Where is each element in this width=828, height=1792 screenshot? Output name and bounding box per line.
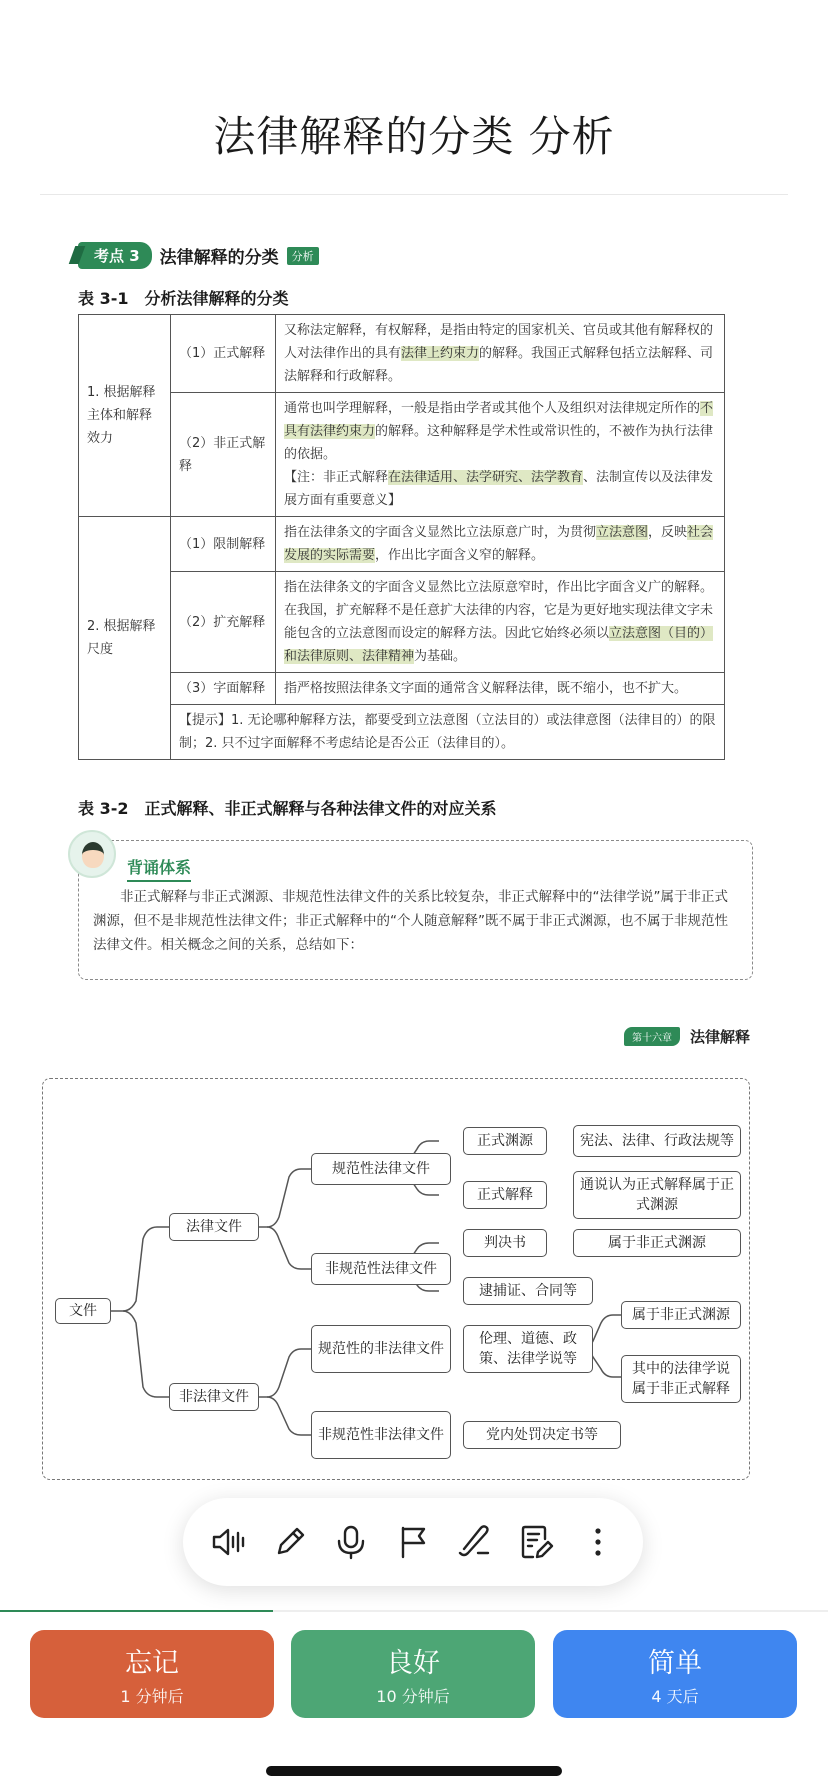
highlight-text: 立法意图 [596, 525, 649, 540]
group2-cell: 2. 根据解释尺度 [79, 517, 171, 760]
desc-text: 为基础。 [414, 649, 467, 664]
desc-text: 通常也叫学理解释，一般是指由学者或其他个人及组织对法律规定所作的 [284, 401, 701, 416]
review-progress-bar [0, 1610, 828, 1612]
node-party-decision: 党内处罚决定书等 [463, 1421, 621, 1449]
table-row [79, 315, 725, 393]
kaodian-badge: 考点 3 [78, 242, 152, 269]
node-belongs-informal: 属于非正式渊源 [621, 1301, 741, 1329]
pencil-icon[interactable] [267, 1519, 313, 1565]
type-cell: （2）非正式解释 [171, 393, 276, 517]
node-normative-legal: 规范性法律文件 [311, 1153, 451, 1185]
desc-text: ，作出比字面含义窄的解释。 [375, 548, 545, 563]
easy-interval: 4 天后 [651, 1687, 699, 1706]
review-progress-fill [0, 1610, 273, 1612]
node-doctrine-informal: 其中的法律学说属于非正式解释 [621, 1355, 741, 1403]
kaodian-title: 法律解释的分类 [159, 248, 279, 268]
forget-button[interactable] [30, 1630, 274, 1718]
node-formal-source: 正式渊源 [463, 1127, 547, 1155]
desc-text: 又称法定解释，有权解释，是指由特定的国家机关、官员或其他有解释权的人对法律作出的具有 [284, 323, 714, 361]
forget-label: 忘记 [125, 1648, 179, 1679]
table-row [79, 572, 725, 673]
table-row [79, 705, 725, 760]
note-text: 、法制宣传以及法律发展方面有重要意义】 [284, 470, 714, 508]
node-arrest-contract: 逮捕证、合同等 [463, 1277, 593, 1305]
table-row [79, 393, 725, 517]
teacher-avatar-icon [68, 830, 116, 878]
type-cell: （3）字面解释 [171, 673, 276, 705]
chapter-title: 法律解释 [689, 1028, 750, 1046]
note-text: 【注：非正式解释 [284, 470, 389, 485]
good-interval: 10 分钟后 [376, 1687, 450, 1706]
brush-icon[interactable] [452, 1519, 498, 1565]
more-icon[interactable] [575, 1519, 621, 1565]
title-divider [40, 194, 788, 195]
page-title: 法律解释的分类 分析 [213, 112, 615, 161]
speaker-icon[interactable] [205, 1519, 251, 1565]
annotation-toolbar [183, 1498, 643, 1586]
node-legal-docs: 法律文件 [169, 1213, 259, 1241]
node-judgment: 判决书 [463, 1229, 547, 1257]
document-image [0, 230, 828, 1490]
hint-cell: 【提示】1. 无论哪种解释方法，都要受到立法意图（立法目的）或法律意图（法律目的）的限制；2. 只不过字面解释不考虑结论是否公正（法律目的）。 [171, 705, 725, 760]
highlight-text: 不具有法律约束力 [284, 401, 714, 439]
desc-cell [276, 393, 725, 517]
highlight-text: 法律上约束力 [401, 346, 480, 361]
desc-text: 指在法律条文的字面含义显然比立法原意窄时，作出比字面含义广的解释。在我国，扩充解释不是任意扩大法律的内容，它是为更好地实现法律文字未能包含的立法意图而设定的解释方法。因此它始终必须以 [284, 580, 714, 641]
edit-note-icon[interactable] [513, 1519, 559, 1565]
memo-box [78, 840, 753, 980]
desc-cell: 指严格按照法律条文字面的通常含义解释法律，既不缩小，也不扩大。 [276, 673, 725, 705]
desc-cell [276, 315, 725, 393]
node-belongs-informal: 属于非正式渊源 [573, 1229, 741, 1257]
memo-body: 非正式解释与非正式渊源、非规范性法律文件的关系比较复杂，非正式解释中的“法律学说”属于非正式渊源，但不是非规范性法律文件；非正式解释中的“个人随意解释”既不属于非正式渊源，也不属于非规范性法律文件。相关概念之间的关系，总结如下： [93, 889, 728, 953]
easy-label: 简单 [648, 1648, 702, 1679]
group1-cell: 1. 根据解释主体和解释效力 [79, 315, 171, 517]
table2-caption: 表 3-2 正式解释、非正式解释与各种法律文件的对应关系 [78, 799, 497, 818]
microphone-icon[interactable] [328, 1519, 374, 1565]
highlight-text: 社会发展的实际需要 [284, 525, 714, 563]
kaodian-header [78, 242, 319, 269]
home-indicator[interactable] [266, 1766, 562, 1776]
table-row [79, 673, 725, 705]
node-formal-interp: 正式解释 [463, 1181, 547, 1209]
type-cell: （1）正式解释 [171, 315, 276, 393]
node-normative-non-legal: 规范性的非法律文件 [311, 1325, 451, 1373]
table1-caption: 表 3-1 分析法律解释的分类 [78, 289, 289, 308]
table-row [79, 517, 725, 572]
node-root: 文件 [55, 1298, 111, 1324]
desc-text: 的解释。我国正式解释包括立法解释、司法解释和行政解释。 [284, 346, 714, 384]
good-label: 良好 [386, 1648, 440, 1679]
desc-text: 指在法律条文的字面含义显然比立法原意广时，为贯彻 [284, 525, 597, 540]
node-ethics: 伦理、道德、政策、法律学说等 [463, 1325, 593, 1373]
type-cell: （1）限制解释 [171, 517, 276, 572]
chapter-badge: 第十六章 [624, 1027, 680, 1046]
flag-icon[interactable] [390, 1519, 436, 1565]
highlight-text: 立法意图（目的）和法律原则、法律精神 [284, 626, 714, 664]
highlight-text: 在法律适用、法学研究、法学教育 [388, 470, 584, 485]
desc-text: 的解释。这种解释是学术性或常识性的，不被作为执行法律的依据。 [284, 424, 714, 462]
type-cell: （2）扩充解释 [171, 572, 276, 673]
good-button[interactable] [291, 1630, 535, 1718]
node-constitution: 宪法、法律、行政法规等 [573, 1125, 741, 1157]
desc-text: ，反映 [648, 525, 688, 540]
desc-cell [276, 572, 725, 673]
easy-button[interactable] [553, 1630, 797, 1718]
forget-interval: 1 分钟后 [120, 1687, 184, 1706]
node-non-legal-docs: 非法律文件 [169, 1383, 259, 1411]
chapter-tag [624, 1026, 750, 1047]
memo-title: 背诵体系 [127, 855, 191, 882]
node-non-normative-non-legal: 非规范性非法律文件 [311, 1411, 451, 1459]
classification-table [78, 314, 725, 760]
kaodian-tag: 分析 [287, 247, 319, 265]
desc-cell [276, 517, 725, 572]
document-tree-diagram [42, 1078, 750, 1480]
node-non-normative-legal: 非规范性法律文件 [311, 1253, 451, 1285]
node-generally-formal: 通说认为正式解释属于正式渊源 [573, 1171, 741, 1219]
